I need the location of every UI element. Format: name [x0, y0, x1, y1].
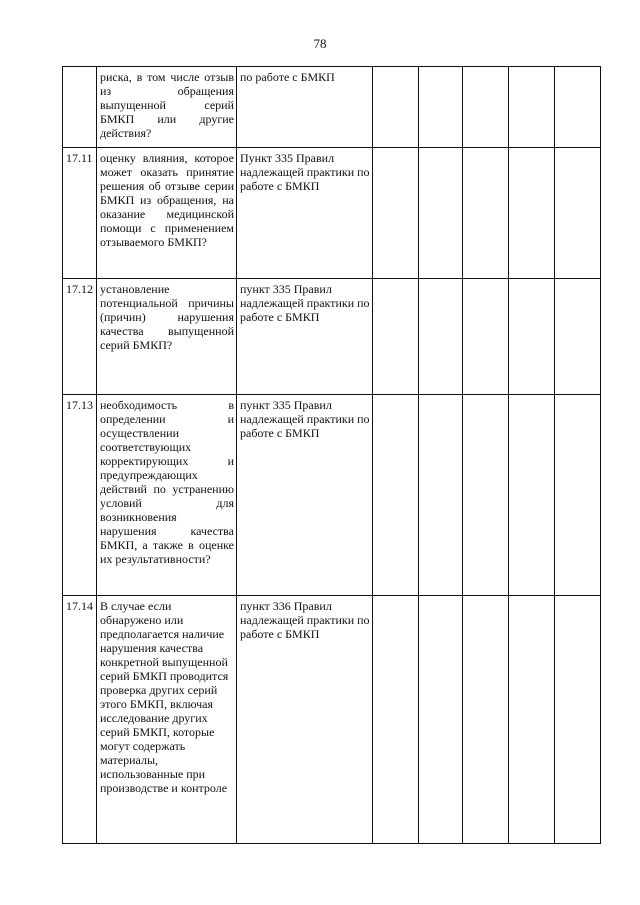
row-number: 17.12 — [63, 279, 97, 395]
reference-text: по работе с БМКП — [237, 67, 373, 148]
answer-cell[interactable] — [463, 67, 509, 148]
answer-cell[interactable] — [463, 279, 509, 395]
answer-cell[interactable] — [509, 67, 555, 148]
reference-text: пункт 335 Правил надлежащей практики по работе с БМКП — [237, 395, 373, 596]
answer-cell[interactable] — [555, 279, 601, 395]
answer-cell[interactable] — [509, 596, 555, 844]
question-text: оценку влияния, которое может оказать принятие решения об отзыве серии БМКП из обращения, на оказание медицинской помощи с применением отзываемого БМКП? — [97, 148, 237, 279]
answer-cell[interactable] — [555, 67, 601, 148]
answer-cell[interactable] — [463, 596, 509, 844]
answer-cell[interactable] — [463, 395, 509, 596]
answer-cell[interactable] — [555, 148, 601, 279]
row-number — [63, 67, 97, 148]
table-row — [63, 596, 601, 844]
answer-cell[interactable] — [509, 148, 555, 279]
answer-cell[interactable] — [463, 148, 509, 279]
answer-cell[interactable] — [555, 596, 601, 844]
row-number: 17.13 — [63, 395, 97, 596]
table-row — [63, 279, 601, 395]
page-number: 78 — [313, 36, 327, 51]
answer-cell[interactable] — [373, 148, 419, 279]
answer-cell[interactable] — [419, 596, 463, 844]
answer-cell[interactable] — [373, 279, 419, 395]
answer-cell[interactable] — [373, 395, 419, 596]
reference-text: пункт 336 Правил надлежащей практики по работе с БМКП — [237, 596, 373, 844]
answer-cell[interactable] — [373, 596, 419, 844]
reference-text: пункт 335 Правил надлежащей практики по работе с БМКП — [237, 279, 373, 395]
question-text: необходимость в определении и осуществлении соответствующих корректирующих и предупреждающих действий по устранению условий для возникновения нарушения качества БМКП, а также в оценке их результативности? — [97, 395, 237, 596]
reference-text: Пункт 335 Правил надлежащей практики по работе с БМКП — [237, 148, 373, 279]
table-row — [63, 67, 601, 148]
answer-cell[interactable] — [509, 395, 555, 596]
answer-cell[interactable] — [419, 67, 463, 148]
checklist-table — [62, 66, 601, 844]
question-text: установление потенциальной причины (причин) нарушения качества выпущенной серий БМКП? — [97, 279, 237, 395]
answer-cell[interactable] — [419, 148, 463, 279]
question-text: риска, в том числе отзыв из обращения выпущенной серий БМКП или другие действия? — [97, 67, 237, 148]
answer-cell[interactable] — [555, 395, 601, 596]
table-row — [63, 395, 601, 596]
answer-cell[interactable] — [419, 395, 463, 596]
answer-cell[interactable] — [373, 67, 419, 148]
row-number: 17.11 — [63, 148, 97, 279]
answer-cell[interactable] — [419, 279, 463, 395]
table-row — [63, 148, 601, 279]
answer-cell[interactable] — [509, 279, 555, 395]
question-text: В случае если обнаружено или предполагается наличие нарушения качества конкретной выпущенной серий БМКП проводится проверка других серий этого БМКП, включая исследование других серий БМКП, которые могут содержать материалы, использованные при производстве и контроле — [97, 596, 237, 844]
row-number: 17.14 — [63, 596, 97, 844]
